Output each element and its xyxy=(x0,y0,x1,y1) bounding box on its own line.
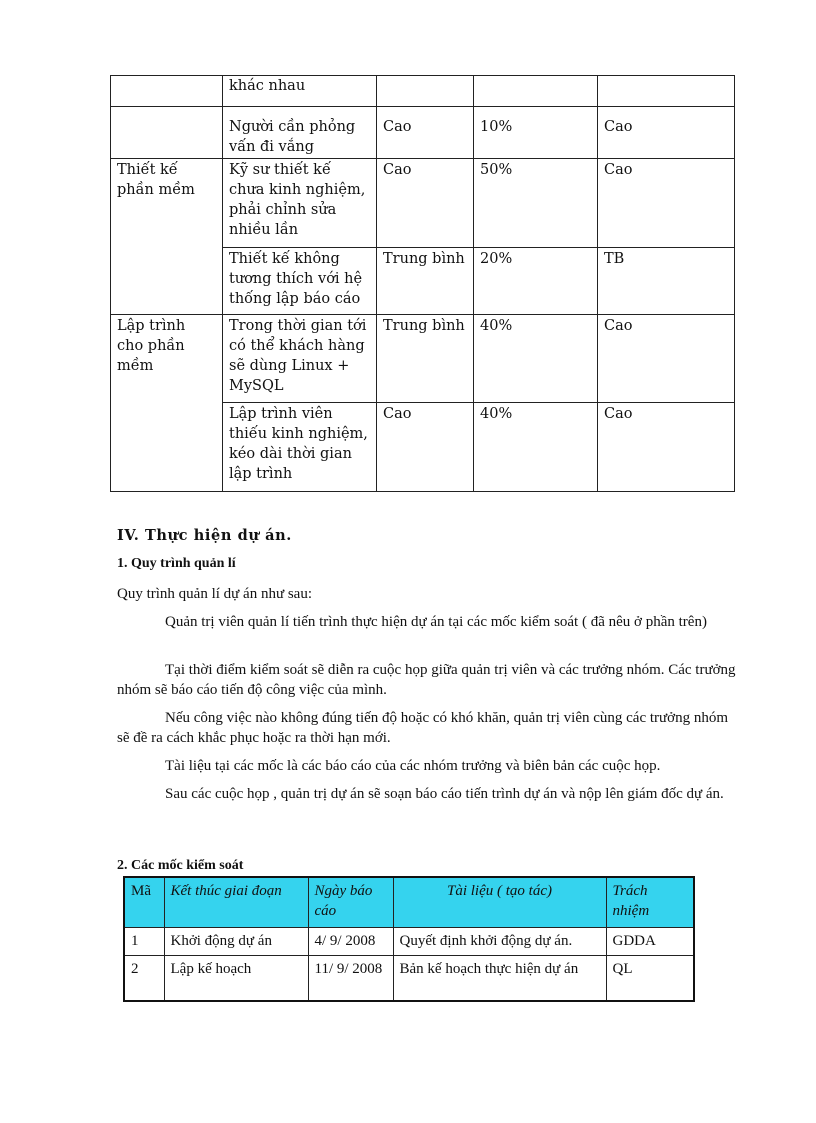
risk-activity-cell xyxy=(111,107,223,159)
risk-activity-cell xyxy=(111,403,223,492)
milestone-owner-cell: QL xyxy=(606,955,694,1001)
milestone-code-cell: 2 xyxy=(124,955,164,1001)
risk-activity-cell: Thiết kế phần mềm xyxy=(111,159,223,248)
risk-impact-cell: Cao xyxy=(598,107,735,159)
risk-impact-cell: Cao xyxy=(598,403,735,492)
risk-description-cell: Thiết kế không tương thích với hệ thống lập báo cáo xyxy=(223,248,377,315)
paragraph: Quy trình quản lí dự án như sau: xyxy=(117,586,312,602)
risk-impact-cell: Cao xyxy=(598,159,735,248)
risk-activity-cell xyxy=(111,76,223,107)
risk-probability-cell: 40% xyxy=(474,403,598,492)
risk-severity-cell: Cao xyxy=(377,403,474,492)
milestone-phase-cell: Lập kế hoạch xyxy=(164,955,308,1001)
milestone-code-cell: 1 xyxy=(124,927,164,955)
column-header: Mã xyxy=(124,877,164,927)
column-header: Kết thúc giai đoạn xyxy=(164,877,308,927)
risk-impact-cell: Cao xyxy=(598,315,735,403)
paragraph: Nếu công việc nào không đúng tiến độ hoặc có khó khăn, quản trị viên cùng các trưởng nhóm sẽ đề ra cách khắc phục hoặc ra thời hạn mới. xyxy=(117,710,728,746)
section-heading: IV. Thực hiện dự án. xyxy=(117,527,292,544)
milestone-date-cell: 11/ 9/ 2008 xyxy=(308,955,393,1001)
risk-probability-cell: 40% xyxy=(474,315,598,403)
paragraph: Quản trị viên quản lí tiến trình thực hiện dự án tại các mốc kiểm soát ( đã nêu ở phần trên) xyxy=(165,614,707,630)
paragraph: Sau các cuộc họp , quản trị dự án sẽ soạn báo cáo tiến trình dự án và nộp lên giám đốc dự án. xyxy=(165,786,724,802)
milestones-table xyxy=(123,876,695,1002)
risk-severity-cell xyxy=(377,76,474,107)
table-row xyxy=(111,403,735,492)
table-row xyxy=(111,315,735,403)
risk-impact-cell xyxy=(598,76,735,107)
table-row xyxy=(111,107,735,159)
milestone-document-cell: Bản kế hoạch thực hiện dự án xyxy=(393,955,606,1001)
risk-description-cell: Người cần phỏng vấn đi vắng xyxy=(223,107,377,159)
column-header: Tài liệu ( tạo tác) xyxy=(393,877,606,927)
risk-severity-cell: Trung bình xyxy=(377,248,474,315)
milestone-phase-cell: Khởi động dự án xyxy=(164,927,308,955)
risk-description-cell: Trong thời gian tới có thể khách hàng sẽ dùng Linux + MySQL xyxy=(223,315,377,403)
milestone-owner-cell: GDDA xyxy=(606,927,694,955)
risk-table xyxy=(110,75,735,492)
table-header-row xyxy=(124,877,694,927)
risk-impact-cell: TB xyxy=(598,248,735,315)
risk-probability-cell xyxy=(474,76,598,107)
risk-activity-cell xyxy=(111,248,223,315)
risk-description-cell: Kỹ sư thiết kế chưa kinh nghiệm, phải chỉnh sửa nhiều lần xyxy=(223,159,377,248)
table-row xyxy=(111,159,735,248)
risk-probability-cell: 10% xyxy=(474,107,598,159)
table-row xyxy=(111,248,735,315)
table-row xyxy=(111,76,735,107)
subsection-heading: 1. Quy trình quản lí xyxy=(117,556,236,571)
risk-activity-cell: Lập trình cho phần mềm xyxy=(111,315,223,403)
subsection-heading: 2. Các mốc kiểm soát xyxy=(117,858,244,873)
risk-description-cell: Lập trình viên thiếu kinh nghiệm, kéo dài thời gian lập trình xyxy=(223,403,377,492)
milestone-date-cell: 4/ 9/ 2008 xyxy=(308,927,393,955)
risk-severity-cell: Cao xyxy=(377,159,474,248)
table-row xyxy=(124,927,694,955)
paragraph: Tại thời điểm kiểm soát sẽ diễn ra cuộc họp giữa quản trị viên và các trưởng nhóm. Các trưởng nhóm sẽ báo cáo tiến độ công việc của mình. xyxy=(117,662,736,698)
risk-severity-cell: Trung bình xyxy=(377,315,474,403)
table-row xyxy=(124,955,694,1001)
risk-probability-cell: 20% xyxy=(474,248,598,315)
milestone-document-cell: Quyết định khởi động dự án. xyxy=(393,927,606,955)
risk-probability-cell: 50% xyxy=(474,159,598,248)
risk-severity-cell: Cao xyxy=(377,107,474,159)
risk-description-cell: khác nhau xyxy=(223,76,377,107)
column-header: Ngày báo cáo xyxy=(308,877,393,927)
paragraph: Tài liệu tại các mốc là các báo cáo của các nhóm trưởng và biên bản các cuộc họp. xyxy=(165,758,661,774)
column-header: Trách nhiệm xyxy=(606,877,694,927)
